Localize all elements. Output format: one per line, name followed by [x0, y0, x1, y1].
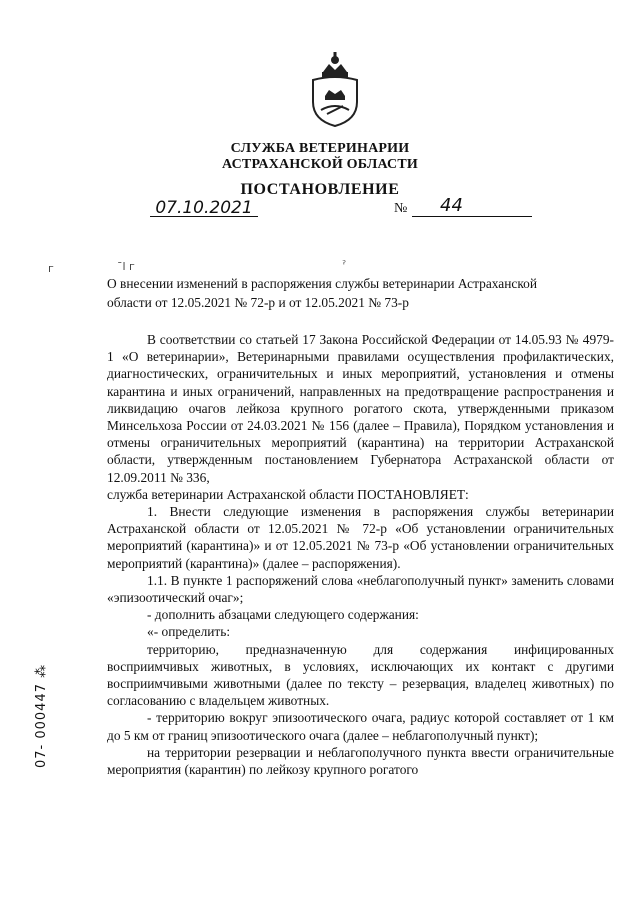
coat-of-arms-emblem — [309, 50, 361, 128]
preamble-paragraph: В соответствии со статьей 17 Закона Российской Федерации от 14.05.93 № 4979-1 «О ветеринарии», Ветеринарными правилами осуществления профилактических, диагностических, ограничительных и иных мероприятий, установления и отмены карантина и иных ограничений, направленных на предотвращение распространения и ликвидацию очагов лейкоза крупного рогатого скота, утвержденными приказом Минсельхоза России от 24.03.2021 № 156 (далее – Правила), Порядком установления и отмены ограничительных мероприятий (карантина) на территории Астраханской области, утвержденным постановлением Губернатора Астраханской области от 12.09.2011 № 336, — [107, 332, 614, 485]
clause-define: «- определить: — [147, 624, 231, 640]
number-sign: № — [394, 201, 408, 216]
subject-line2: области от 12.05.2021 № 72-р и от 12.05.2021 № 73-р — [107, 295, 409, 310]
organization-name-line2: АСТРАХАНСКОЙ ОБЛАСТИ — [221, 157, 418, 172]
corner-mark-subject-start: ˉl г — [117, 260, 135, 273]
clause-reservation: территорию, предназначенную для содержания инфицированных восприимчивых животных, в условиях, исключающих их контакт с другими восприимчивыми животными (далее по тексту – резервация, владелец животных) по согласованию с владельцем животных. — [107, 641, 614, 709]
clause-quarantine: на территории резервации и неблагополучного пункта ввести ограничительные мероприятия (карантин) по лейкозу крупного рогатого — [107, 744, 614, 778]
side-registration-stamp: 07- 000447 ⁂ — [34, 663, 49, 768]
date-underline — [150, 216, 258, 217]
corner-mark-subject-end: ˀ — [342, 258, 347, 271]
clause-add-paragraphs: - дополнить абзацами следующего содержания: — [147, 607, 419, 623]
organization-name-line1: СЛУЖБА ВЕТЕРИНАРИИ — [230, 141, 410, 156]
clause-unfavorable-point: - территорию вокруг эпизоотического очага, радиус которой составляет от 1 км до 5 км от границ эпизоотического очага (далее – неблагополучный пункт); — [107, 710, 614, 743]
clause-1: 1. Внести следующие изменения в распоряжения службы ветеринарии Астраханской области от 12.05.2021 № 72-р «Об установлении ограничительных мероприятий (карантина)» и от 12.05.2021 № 73-р «Об установлении ограничительных мероприятий (карантина)» (далее – распоряжения). — [107, 504, 614, 571]
document-subject — [107, 274, 617, 312]
number-underline — [412, 216, 532, 217]
corner-mark-left: г — [48, 262, 54, 275]
document-body — [107, 331, 614, 778]
document-date: 07.10.2021 — [155, 198, 253, 218]
subject-line1: О внесении изменений в распоряжения службы ветеринарии Астраханской — [107, 276, 538, 291]
document-type-title: ПОСТАНОВЛЕНИЕ — [240, 181, 400, 198]
resolution-statement: служба ветеринарии Астраханской области ПОСТАНОВЛЯЕТ: — [107, 486, 469, 502]
document-number: 44 — [440, 195, 463, 216]
clause-1-1: 1.1. В пункте 1 распоряжений слова «неблагополучный пункт» заменить словами «эпизоотический очаг»; — [107, 572, 614, 606]
